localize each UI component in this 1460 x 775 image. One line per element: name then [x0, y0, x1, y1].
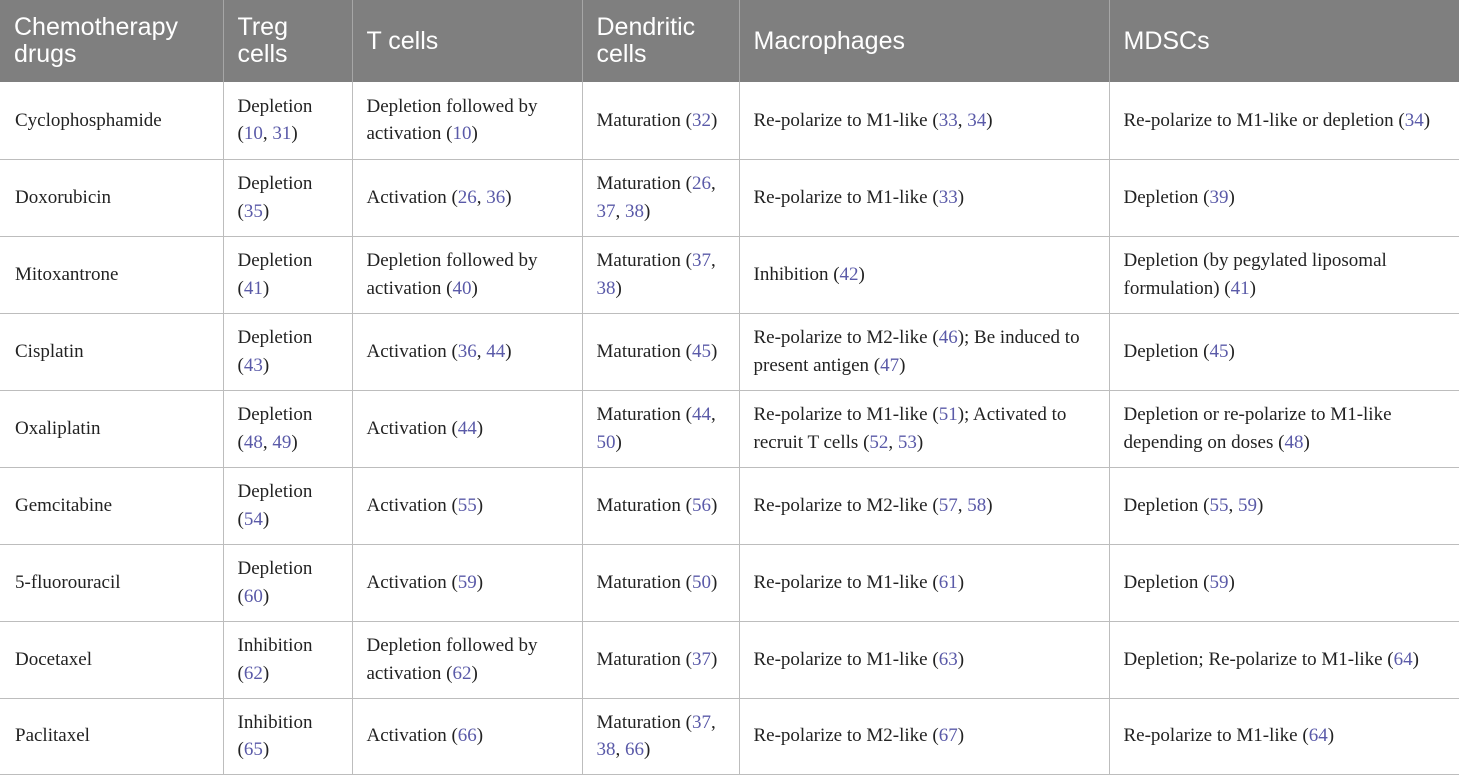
reference-link[interactable]: 58 [967, 494, 987, 516]
cell-macrophages [739, 544, 1109, 621]
cell-text: ) [1228, 340, 1235, 362]
cell-dendritic [582, 236, 739, 313]
reference-link[interactable]: 26 [457, 186, 477, 208]
cell-text: Depletion (by pegylated liposomal formulation) ( [1123, 250, 1387, 299]
cell-text: Depletion followed by activation ( [366, 635, 538, 684]
table-row [0, 82, 1459, 159]
reference-link[interactable]: 38 [596, 739, 616, 760]
cell-text: ) [957, 571, 965, 593]
cell-text: , [957, 109, 968, 131]
cell-text: , [476, 340, 487, 362]
cell-text: ) [1423, 109, 1431, 131]
cell-text: ) [262, 277, 270, 299]
reference-link[interactable]: 34 [1404, 109, 1424, 131]
reference-link[interactable]: 50 [692, 571, 712, 593]
cell-macrophages [739, 313, 1109, 390]
reference-link[interactable]: 47 [880, 354, 900, 376]
header-macrophages: Macrophages [739, 0, 1109, 82]
cell-tcells [352, 236, 582, 313]
cell-text: ) [291, 431, 298, 453]
reference-link[interactable]: 55 [1209, 494, 1229, 516]
cell-text: Depletion or re-polarize to M1-like depending on doses ( [1123, 404, 1392, 453]
reference-link[interactable]: 36 [457, 340, 477, 362]
reference-link[interactable]: 62 [452, 662, 472, 684]
cell-text: , [711, 404, 716, 425]
reference-link[interactable]: 64 [1393, 648, 1413, 670]
reference-link[interactable]: 65 [243, 739, 263, 760]
cell-text: Doxorubicin [15, 186, 112, 208]
cell-text: , [957, 494, 968, 516]
cell-drug [0, 159, 223, 236]
cell-text: Re-polarize to M1-like ( [753, 648, 939, 670]
cell-text: Depletion ( [237, 173, 313, 222]
reference-link[interactable]: 51 [938, 404, 958, 425]
cell-text: ) [986, 494, 993, 516]
cell-text: Gemcitabine [15, 494, 113, 516]
reference-link[interactable]: 54 [243, 508, 263, 530]
reference-link[interactable]: 35 [243, 200, 263, 222]
cell-text: , [615, 200, 625, 222]
cell-drug [0, 236, 223, 313]
reference-link[interactable]: 63 [938, 648, 958, 670]
cell-text: Activation ( [366, 571, 458, 593]
cell-macrophages [739, 467, 1109, 544]
table-row [0, 390, 1459, 467]
header-treg-cells: Treg cells [223, 0, 352, 82]
cell-text: ) [1228, 571, 1235, 593]
cell-text: ) [986, 109, 993, 131]
reference-link[interactable]: 41 [1230, 277, 1250, 299]
reference-link[interactable]: 38 [625, 200, 644, 222]
cell-text: Re-polarize to M1-like ( [753, 404, 939, 425]
cell-text: ); Be induced to present antigen ( [753, 327, 1080, 376]
cell-drug [0, 544, 223, 621]
cell-text: ) [262, 662, 270, 684]
cell-text: , [888, 431, 898, 453]
cell-drug [0, 390, 223, 467]
cell-text: Re-polarize to M1-like or depletion ( [1123, 109, 1405, 131]
reference-link[interactable]: 62 [243, 662, 263, 684]
cell-text: Maturation ( [596, 173, 693, 194]
cell-text: ) [476, 571, 484, 593]
cell-text: ) [1249, 277, 1256, 299]
cell-text: , [1228, 494, 1239, 516]
reference-link[interactable]: 33 [938, 186, 958, 208]
header-chemotherapy-drugs: Chemotherapy drugs [0, 0, 223, 82]
cell-text: Docetaxel [15, 648, 93, 670]
reference-link[interactable]: 53 [897, 431, 917, 453]
cell-text: Activation ( [366, 186, 458, 208]
cell-text: Activation ( [366, 725, 458, 747]
cell-text: Depletion followed by activation ( [366, 250, 538, 299]
cell-text: , [615, 739, 625, 760]
reference-link[interactable]: 32 [692, 109, 712, 131]
cell-text: Depletion ( [237, 558, 313, 607]
cell-text: ) [644, 200, 651, 222]
reference-link[interactable]: 41 [243, 277, 263, 299]
reference-link[interactable]: 39 [1209, 186, 1229, 208]
cell-macrophages [739, 236, 1109, 313]
cell-text: Inhibition ( [237, 711, 313, 760]
cell-text: ) [262, 585, 270, 607]
cell-text: Depletion ( [1123, 186, 1210, 208]
cell-text: ); Activated to recruit T cells ( [753, 404, 1067, 453]
cell-text: Depletion; Re-polarize to M1-like ( [1123, 648, 1394, 670]
reference-link[interactable]: 59 [1209, 571, 1229, 593]
cell-tcells [352, 467, 582, 544]
cell-treg [223, 390, 352, 467]
reference-link[interactable]: 36 [486, 186, 506, 208]
reference-link[interactable]: 60 [243, 585, 263, 607]
cell-text: Re-polarize to M2-like ( [753, 494, 939, 516]
cell-text: Maturation ( [596, 571, 693, 593]
cell-macrophages [739, 82, 1109, 159]
reference-link[interactable]: 44 [692, 404, 712, 425]
cell-treg [223, 467, 352, 544]
cell-text: Depletion ( [1123, 494, 1210, 516]
cell-text: Cyclophosphamide [15, 109, 162, 131]
cell-treg [223, 544, 352, 621]
cell-dendritic [582, 313, 739, 390]
reference-link[interactable]: 43 [243, 354, 263, 376]
reference-link[interactable]: 48 [1284, 431, 1304, 453]
cell-text: Inhibition ( [237, 635, 313, 684]
reference-link[interactable]: 48 [243, 431, 263, 453]
reference-link[interactable]: 56 [692, 494, 712, 516]
reference-link[interactable]: 34 [967, 109, 987, 131]
cell-tcells [352, 159, 582, 236]
cell-macrophages [739, 390, 1109, 467]
table-row [0, 544, 1459, 621]
cell-drug [0, 313, 223, 390]
reference-link[interactable]: 67 [938, 725, 958, 747]
cell-text: Activation ( [366, 494, 458, 516]
reference-link[interactable]: 64 [1308, 725, 1328, 747]
cell-macrophages [739, 621, 1109, 698]
cell-text: Depletion ( [1123, 571, 1210, 593]
cell-text: ) [471, 662, 478, 684]
reference-link[interactable]: 66 [457, 725, 477, 747]
cell-text: ) [505, 340, 512, 362]
reference-link[interactable]: 55 [457, 494, 477, 516]
table-row [0, 313, 1459, 390]
cell-text: ) [1327, 725, 1335, 747]
cell-treg [223, 236, 352, 313]
cell-dendritic [582, 82, 739, 159]
cell-treg [223, 82, 352, 159]
cell-tcells [352, 544, 582, 621]
cell-text: ) [858, 263, 865, 285]
cell-text: Oxaliplatin [15, 417, 101, 439]
cell-text: ) [644, 739, 651, 760]
cell-drug [0, 621, 223, 698]
cell-text: ) [471, 123, 478, 145]
table-header-row [0, 0, 1459, 82]
cell-text: ) [476, 417, 484, 439]
cell-text: Depletion ( [237, 95, 313, 145]
cell-macrophages [739, 698, 1109, 774]
cell-text: Re-polarize to M1-like ( [753, 186, 939, 208]
cell-mdscs [1109, 390, 1459, 467]
cell-tcells [352, 698, 582, 774]
cell-text: Depletion ( [237, 481, 313, 530]
reference-link[interactable]: 50 [596, 431, 616, 453]
cell-text: Re-polarize to M2-like ( [753, 725, 939, 747]
cell-text: ) [1257, 494, 1264, 516]
cell-text: , [711, 711, 716, 733]
cell-text: 5-fluorouracil [15, 571, 121, 593]
cell-tcells [352, 313, 582, 390]
cell-mdscs [1109, 236, 1459, 313]
cell-text: Re-polarize to M1-like ( [753, 571, 939, 593]
cell-text: Cisplatin [15, 340, 84, 362]
cell-text: , [476, 186, 487, 208]
reference-link[interactable]: 10 [452, 123, 472, 145]
header-mdscs: MDSCs [1109, 0, 1459, 82]
cell-dendritic [582, 698, 739, 774]
reference-link[interactable]: 38 [596, 277, 616, 299]
reference-link[interactable]: 46 [938, 327, 958, 348]
cell-drug [0, 698, 223, 774]
cell-text: ) [476, 725, 484, 747]
reference-link[interactable]: 59 [457, 571, 477, 593]
cell-text: ) [1228, 186, 1235, 208]
cell-text: Activation ( [366, 340, 458, 362]
cell-text: Mitoxantrone [15, 263, 119, 285]
cell-text: Depletion ( [1123, 340, 1210, 362]
cell-drug [0, 82, 223, 159]
table-row [0, 467, 1459, 544]
cell-text: Re-polarize to M2-like ( [753, 327, 939, 348]
cell-text: Paclitaxel [15, 725, 90, 747]
cell-text: Activation ( [366, 417, 458, 439]
cell-text: ) [957, 725, 965, 747]
cell-text: ) [615, 431, 622, 453]
cell-treg [223, 698, 352, 774]
cell-text: ) [957, 648, 965, 670]
cell-text: ) [262, 739, 270, 760]
cell-text: ) [899, 354, 906, 376]
cell-text: ) [711, 494, 718, 516]
cell-text: Re-polarize to M1-like ( [1123, 725, 1309, 747]
reference-link[interactable]: 45 [692, 340, 712, 362]
cell-text: ) [262, 508, 270, 530]
table-row [0, 236, 1459, 313]
reference-link[interactable]: 40 [452, 277, 472, 299]
reference-link[interactable]: 59 [1238, 494, 1258, 516]
cell-text: ) [262, 200, 270, 222]
cell-mdscs [1109, 467, 1459, 544]
cell-text: ) [1303, 431, 1310, 453]
cell-text: , [262, 431, 273, 453]
reference-link[interactable]: 31 [272, 123, 292, 145]
cell-dendritic [582, 621, 739, 698]
cell-treg [223, 313, 352, 390]
cell-text: Maturation ( [596, 494, 693, 516]
cell-text: Inhibition ( [753, 263, 840, 285]
cell-tcells [352, 390, 582, 467]
reference-link[interactable]: 57 [938, 494, 958, 516]
header-t-cells: T cells [352, 0, 582, 82]
cell-mdscs [1109, 313, 1459, 390]
cell-text: Maturation ( [596, 250, 693, 271]
cell-text: , [262, 123, 273, 145]
cell-mdscs [1109, 82, 1459, 159]
cell-text: ) [476, 494, 484, 516]
cell-text: ) [471, 277, 478, 299]
cell-treg [223, 159, 352, 236]
reference-link[interactable]: 37 [692, 648, 712, 670]
cell-text: Maturation ( [596, 648, 693, 670]
cell-text: Re-polarize to M1-like ( [753, 109, 939, 131]
reference-link[interactable]: 33 [938, 109, 958, 131]
reference-link[interactable]: 52 [869, 431, 889, 453]
cell-text: ) [615, 277, 622, 299]
table-row [0, 698, 1459, 774]
reference-link[interactable]: 37 [596, 200, 616, 222]
cell-text: ) [711, 340, 718, 362]
reference-link[interactable]: 37 [692, 711, 712, 733]
reference-link[interactable]: 45 [1209, 340, 1229, 362]
reference-link[interactable]: 26 [692, 173, 712, 194]
cell-dendritic [582, 159, 739, 236]
cell-text: Maturation ( [596, 109, 693, 131]
reference-link[interactable]: 44 [486, 340, 506, 362]
cell-mdscs [1109, 159, 1459, 236]
cell-text: , [711, 250, 716, 271]
cell-macrophages [739, 159, 1109, 236]
cell-dendritic [582, 467, 739, 544]
cell-tcells [352, 82, 582, 159]
reference-link[interactable]: 61 [938, 571, 958, 593]
cell-text: Depletion ( [237, 250, 313, 299]
cell-text: ) [262, 354, 270, 376]
table-body [0, 82, 1459, 774]
reference-link[interactable]: 42 [839, 263, 859, 285]
cell-text: ) [711, 571, 718, 593]
cell-text: Maturation ( [596, 711, 693, 733]
cell-text: ) [711, 109, 718, 131]
reference-link[interactable]: 49 [272, 431, 292, 453]
reference-link[interactable]: 37 [692, 250, 712, 271]
cell-text: ) [1412, 648, 1419, 670]
table-row [0, 159, 1459, 236]
cell-text: ) [957, 186, 965, 208]
cell-text: Depletion followed by activation ( [366, 95, 538, 145]
cell-text: Depletion ( [237, 327, 313, 376]
cell-text: Maturation ( [596, 340, 693, 362]
cell-mdscs [1109, 621, 1459, 698]
cell-text: , [711, 173, 716, 194]
cell-text: ) [291, 123, 298, 145]
reference-link[interactable]: 66 [625, 739, 644, 760]
cell-text: ) [711, 648, 718, 670]
cell-text: Maturation ( [596, 404, 693, 425]
cell-mdscs [1109, 544, 1459, 621]
cell-text: ) [916, 431, 924, 453]
header-dendritic-cells: Dendritic cells [582, 0, 739, 82]
reference-link[interactable]: 44 [457, 417, 477, 439]
cell-text: Depletion ( [237, 404, 313, 453]
table-row [0, 621, 1459, 698]
cell-tcells [352, 621, 582, 698]
cell-dendritic [582, 390, 739, 467]
cell-dendritic [582, 544, 739, 621]
cell-mdscs [1109, 698, 1459, 774]
cell-drug [0, 467, 223, 544]
cell-text: ) [505, 186, 512, 208]
cell-treg [223, 621, 352, 698]
reference-link[interactable]: 10 [243, 123, 263, 145]
